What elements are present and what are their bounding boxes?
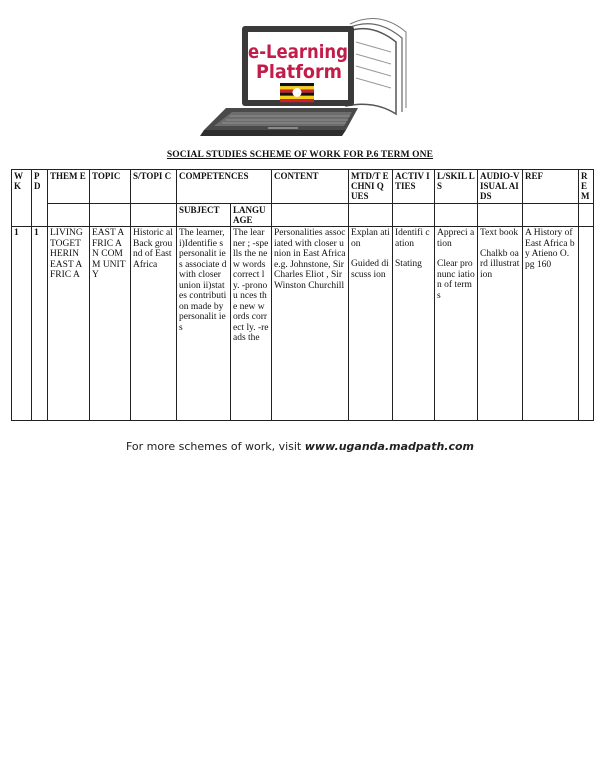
header-rem: R E M [579, 170, 594, 204]
aid-item: Chalkb oard illustrat ion [480, 248, 520, 280]
cell-content: Personalities associated with closer union in East Africa e.g. Johnstone, Sir Charles Eliot , Sir Winston Churchill [272, 227, 349, 421]
empty-cell [523, 204, 579, 227]
cell-activities [393, 227, 435, 421]
cell-wk: 1 [12, 227, 32, 421]
header-pd: P D [32, 170, 48, 227]
document-title: SOCIAL STUDIES SCHEME OF WORK FOR P.6 TERM ONE [166, 150, 434, 160]
header-wk: W K [12, 170, 32, 227]
method-item: Guided discuss ion [351, 259, 389, 280]
cell-pd: 1 [32, 227, 48, 421]
footer-link[interactable]: www.uganda.madpath.com [304, 440, 475, 453]
cell-ref: A History of East Africa by Atieno O. pg 160 [523, 227, 579, 421]
cell-language: The learner ; -spells the new words correct ly. -pronou nces the new words correct ly. -reads the [231, 227, 272, 421]
logo-line-2: Platform [256, 61, 342, 83]
empty-cell [131, 204, 177, 227]
aid-item: Text book [480, 228, 519, 238]
header-activities: ACTIV ITIES [393, 170, 435, 204]
cell-subject: The learner, i)Identifie s personalit ies associate d with closer union ii)states contributi on made by personalit ies [177, 227, 231, 421]
header-topic: TOPIC [90, 170, 131, 204]
header-competences: COMPETENCES [177, 170, 272, 204]
footer-note [0, 440, 600, 453]
header-aids: AUDIO-VISUAL AIDS [478, 170, 523, 204]
activity-item: Identifi cation [395, 228, 430, 249]
header-methods: MTD/T ECHNI QUES [349, 170, 393, 204]
cell-topic: EAST AFRIC AN COMM UNITY [90, 227, 131, 421]
uganda-flag-icon [280, 83, 314, 102]
header-ref: REF [523, 170, 579, 204]
header-theme: THEM E [48, 170, 90, 204]
header-row [12, 170, 594, 204]
scheme-of-work-table [11, 169, 594, 421]
empty-cell [349, 204, 393, 227]
footer-text: For more schemes of work, visit [125, 440, 305, 453]
skill-item: Clear pronunc iation of terms [437, 259, 475, 301]
header-content: CONTENT [272, 170, 349, 204]
cell-theme: LIVING TOGET HERIN EAST AFRIC A [48, 227, 90, 421]
empty-cell [90, 204, 131, 227]
cell-subtopic: Historic al Back ground of East Africa [131, 227, 177, 421]
header-language: LANGU AGE [231, 204, 272, 227]
subheader-row [12, 204, 594, 227]
header-subtopic: S/TOPI C [131, 170, 177, 204]
cell-aids [478, 227, 523, 421]
method-item: Explan ation [351, 228, 390, 249]
cell-rem [579, 227, 594, 421]
empty-cell [393, 204, 435, 227]
header-subject: SUBJECT [177, 204, 231, 227]
cell-lskills [435, 227, 478, 421]
empty-cell [579, 204, 594, 227]
logo-line-1: e-Learning [248, 41, 348, 63]
activity-item: Stating [395, 259, 422, 269]
elearning-platform-logo [196, 2, 408, 142]
table-row [12, 227, 594, 421]
empty-cell [272, 204, 349, 227]
cell-methods [349, 227, 393, 421]
book-icon [346, 19, 406, 114]
empty-cell [435, 204, 478, 227]
header-lskills: L/SKIL LS [435, 170, 478, 204]
empty-cell [478, 204, 523, 227]
empty-cell [48, 204, 90, 227]
skill-item: Appreci ation [437, 228, 475, 249]
